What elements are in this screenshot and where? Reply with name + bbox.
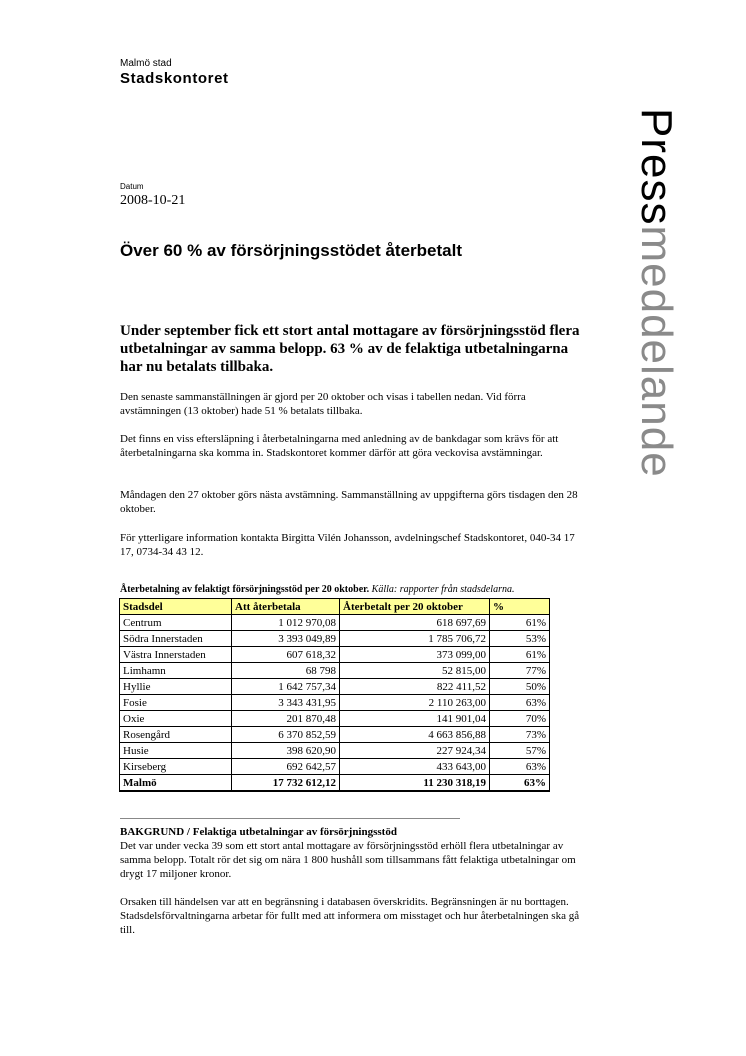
district-cell: Oxie xyxy=(120,711,232,727)
header-to-repay: Att återbetala xyxy=(232,599,340,615)
repaid-cell: 373 099,00 xyxy=(340,647,490,663)
table-row xyxy=(120,615,550,631)
table-row xyxy=(120,759,550,775)
district-cell: Västra Innerstaden xyxy=(120,647,232,663)
headline: Över 60 % av försörjningsstödet återbetalt xyxy=(120,241,462,260)
repayment-table xyxy=(119,598,550,792)
to-repay-cell: 201 870,48 xyxy=(232,711,340,727)
percent-cell: 77% xyxy=(490,663,550,679)
to-repay-cell: 3 343 431,95 xyxy=(232,695,340,711)
percent-cell: 61% xyxy=(490,615,550,631)
table-row xyxy=(120,743,550,759)
to-repay-cell: 1 012 970,08 xyxy=(232,615,340,631)
organization-name: Malmö stad xyxy=(120,58,172,69)
table-row xyxy=(120,679,550,695)
background-paragraph-1: Det var under vecka 39 som ett stort antal mottagare av försörjningsstöd erhöll flera utbetalningar av samma belopp. Totalt rör det sig om nära 1 800 hushåll som tillsammans fått felaktiga utbetalningar om drygt 17 miljoner kronor. xyxy=(120,840,576,880)
percent-cell: 63% xyxy=(490,759,550,775)
repaid-cell: 4 663 856,88 xyxy=(340,727,490,743)
total-label-cell: Malmö xyxy=(120,775,232,792)
header-repaid: Återbetalt per 20 oktober xyxy=(340,599,490,615)
percent-cell: 53% xyxy=(490,631,550,647)
header-percent: % xyxy=(490,599,550,615)
background-paragraph-2: Orsaken till händelsen var att en begränsning i databasen överskridits. Begränsningen är nu borttagen. Stadsdelsförvaltningarna arbetar för fullt med att informera om misstaget och hur återbetalningen ska gå till. xyxy=(120,896,580,936)
table-row xyxy=(120,695,550,711)
repaid-cell: 1 785 706,72 xyxy=(340,631,490,647)
date-label: Datum xyxy=(120,182,144,191)
press-label-light: meddelande xyxy=(632,225,681,478)
district-cell: Centrum xyxy=(120,615,232,631)
table-total-row xyxy=(120,775,550,792)
date-value: 2008-10-21 xyxy=(120,193,186,208)
section-divider xyxy=(120,818,460,819)
to-repay-cell: 398 620,90 xyxy=(232,743,340,759)
percent-cell: 73% xyxy=(490,727,550,743)
body-paragraph-3: Måndagen den 27 oktober görs nästa avstämning. Sammanställning av uppgifterna görs tisdagen den 28 oktober. xyxy=(120,489,578,515)
body-paragraph-1: Den senaste sammanställningen är gjord per 20 oktober och visas i tabellen nedan. Vid förra avstämningen (13 oktober) hade 51 % betalats tillbaka. xyxy=(120,391,526,417)
background-title: BAKGRUND / Felaktiga utbetalningar av försörjningsstöd xyxy=(120,826,397,838)
table-row xyxy=(120,711,550,727)
header-district: Stadsdel xyxy=(120,599,232,615)
district-cell: Rosengård xyxy=(120,727,232,743)
to-repay-cell: 607 618,32 xyxy=(232,647,340,663)
district-cell: Fosie xyxy=(120,695,232,711)
to-repay-cell: 692 642,57 xyxy=(232,759,340,775)
repaid-cell: 618 697,69 xyxy=(340,615,490,631)
district-cell: Södra Innerstaden xyxy=(120,631,232,647)
table-caption-source: Källa: rapporter från stadsdelarna. xyxy=(371,584,515,595)
percent-cell: 63% xyxy=(490,695,550,711)
repaid-cell: 2 110 263,00 xyxy=(340,695,490,711)
district-cell: Hyllie xyxy=(120,679,232,695)
repaid-cell: 52 815,00 xyxy=(340,663,490,679)
percent-cell: 61% xyxy=(490,647,550,663)
department-name: Stadskontoret xyxy=(120,70,229,87)
repaid-cell: 822 411,52 xyxy=(340,679,490,695)
lead-paragraph: Under september fick ett stort antal mottagare av försörjningsstöd flera utbetalningar av samma belopp. 63 % av de felaktiga utbetalningarna har nu betalats tillbaka. xyxy=(120,323,580,375)
repaid-cell: 433 643,00 xyxy=(340,759,490,775)
district-cell: Kirseberg xyxy=(120,759,232,775)
repaid-cell: 141 901,04 xyxy=(340,711,490,727)
to-repay-cell: 1 642 757,34 xyxy=(232,679,340,695)
table-row xyxy=(120,727,550,743)
table-row xyxy=(120,647,550,663)
body-paragraph-2: Det finns en viss eftersläpning i återbetalningarna med anledning av de bankdagar som krävs för att återbetalningarna ska komma in. Stadskontoret kommer därför att göra veckovisa avstämningar. xyxy=(120,433,559,459)
press-release-label xyxy=(632,108,681,478)
to-repay-cell: 6 370 852,59 xyxy=(232,727,340,743)
district-cell: Husie xyxy=(120,743,232,759)
total-percent-cell: 63% xyxy=(490,775,550,792)
total-to-repay-cell: 17 732 612,12 xyxy=(232,775,340,792)
table-row xyxy=(120,663,550,679)
percent-cell: 50% xyxy=(490,679,550,695)
to-repay-cell: 3 393 049,89 xyxy=(232,631,340,647)
district-cell: Limhamn xyxy=(120,663,232,679)
repaid-cell: 227 924,34 xyxy=(340,743,490,759)
to-repay-cell: 68 798 xyxy=(232,663,340,679)
percent-cell: 70% xyxy=(490,711,550,727)
table-header-row xyxy=(120,599,550,615)
table-row xyxy=(120,631,550,647)
percent-cell: 57% xyxy=(490,743,550,759)
contact-paragraph: För ytterligare information kontakta Birgitta Vilén Johansson, avdelningschef Stadskontoret, 040-34 17 17, 0734-34 43 12. xyxy=(120,532,575,558)
total-repaid-cell: 11 230 318,19 xyxy=(340,775,490,792)
table-caption-title: Återbetalning av felaktigt försörjningsstöd per 20 oktober. xyxy=(120,584,370,595)
table-caption xyxy=(120,584,590,595)
press-label-dark: Press xyxy=(632,108,681,226)
